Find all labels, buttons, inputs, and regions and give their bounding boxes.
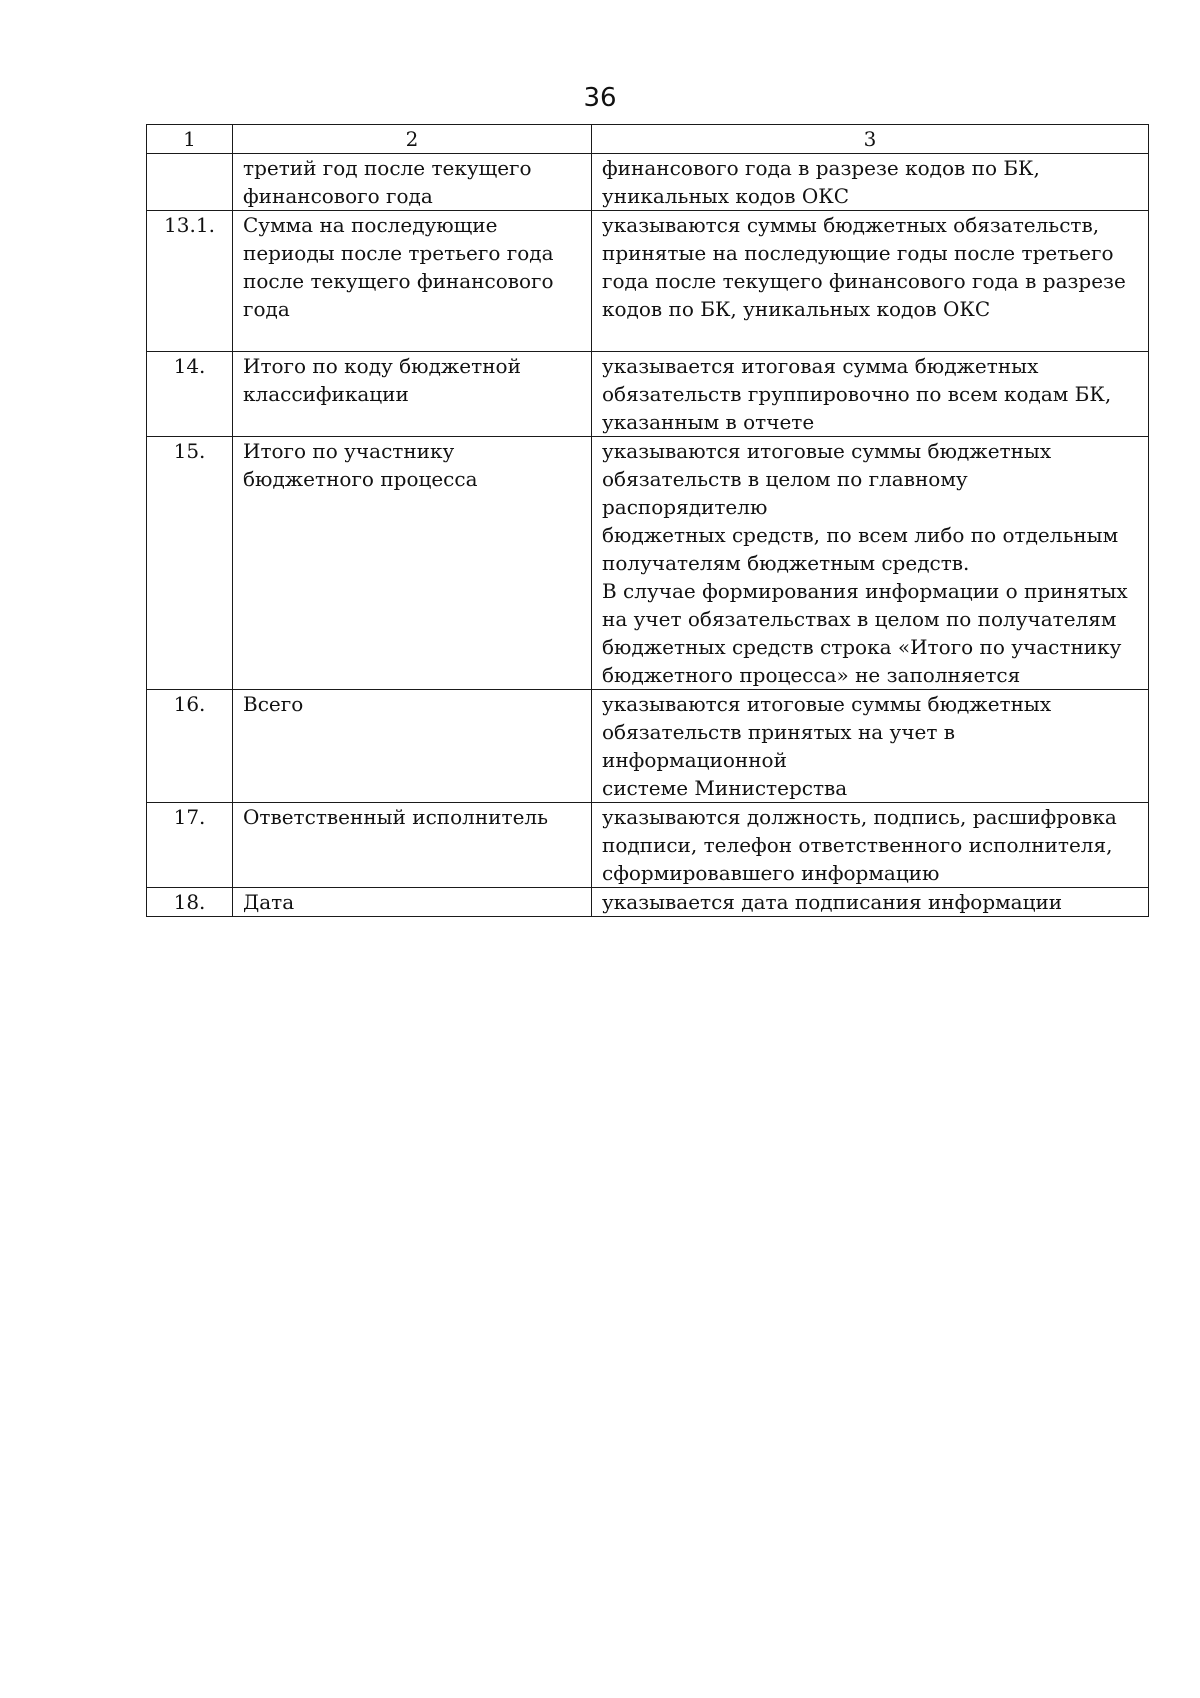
document-table [146,124,1149,917]
table-row [147,803,1149,888]
row-number: 13.1. [147,211,233,352]
column-header-number: 1 [147,125,233,154]
page-number: 36 [583,83,617,113]
row-name: Итого по коду бюджетной классификации [233,352,592,437]
row-number: 15. [147,437,233,690]
table-row [147,211,1149,352]
row-description: указываются итоговые суммы бюджетных обязательств в целом по главному распорядителю бюджетных средств, по всем либо по отдельным получателям бюджетным средств. В случае формирования информации о принятых на учет обязательствах в целом по получателям бюджетных средств строка «Итого по участнику бюджетного процесса» не заполняется [592,437,1149,690]
row-name: Дата [233,888,592,917]
table-row [147,352,1149,437]
row-description: указываются должность, подпись, расшифровка подписи, телефон ответственного исполнителя, сформировавшего информацию [592,803,1149,888]
table-row [147,437,1149,690]
row-name: Всего [233,690,592,803]
row-number: 16. [147,690,233,803]
row-description: указываются итоговые суммы бюджетных обязательств принятых на учет в информационной системе Министерства [592,690,1149,803]
row-name: третий год после текущего финансового года [233,154,592,211]
row-name: Сумма на последующие периоды после третьего года после текущего финансового года [233,211,592,352]
row-name: Ответственный исполнитель [233,803,592,888]
row-description: указывается дата подписания информации [592,888,1149,917]
row-number: 14. [147,352,233,437]
row-number [147,154,233,211]
table-row [147,690,1149,803]
row-description: указывается итоговая сумма бюджетных обязательств группировочно по всем кодам БК, указанным в отчете [592,352,1149,437]
row-description: финансового года в разрезе кодов по БК, уникальных кодов ОКС [592,154,1149,211]
row-name: Итого по участнику бюджетного процесса [233,437,592,690]
row-number: 17. [147,803,233,888]
row-number: 18. [147,888,233,917]
table-row [147,154,1149,211]
row-description: указываются суммы бюджетных обязательств, принятые на последующие годы после третьего года после текущего финансового года в разрезе кодов по БК, уникальных кодов ОКС [592,211,1149,352]
column-header-description: 3 [592,125,1149,154]
column-header-name: 2 [233,125,592,154]
table-row [147,888,1149,917]
table-header-row [147,125,1149,154]
